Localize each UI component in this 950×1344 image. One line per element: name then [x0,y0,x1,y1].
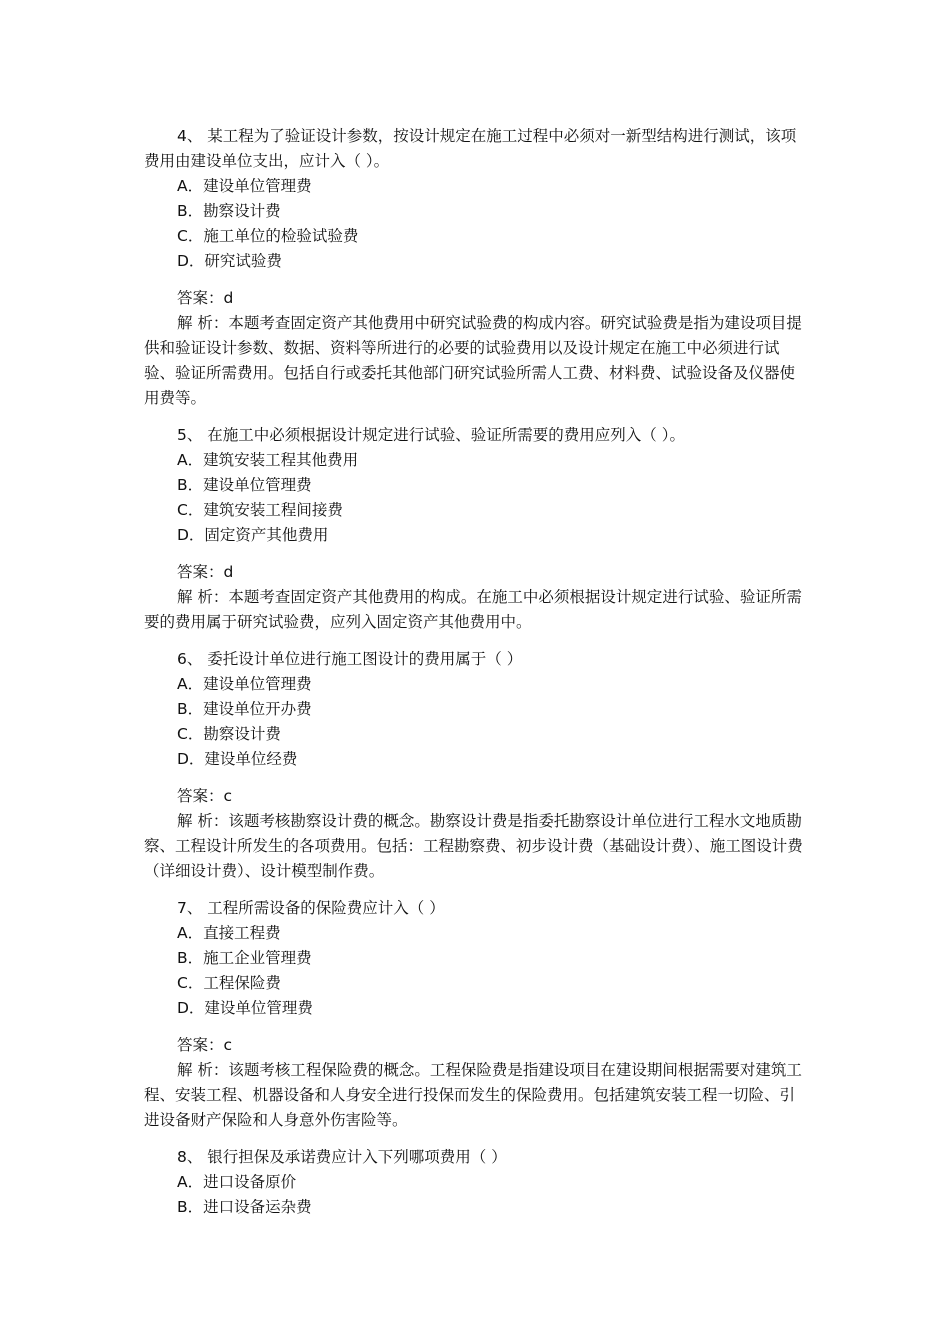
question-6 [144,647,808,884]
option-b: B．建设单位管理费 [177,476,312,494]
question-stem: 6、 委托设计单位进行施工图设计的费用属于（ ） [177,650,523,668]
answer: 答案：d [177,289,234,307]
analysis: 解 析：本题考查固定资产其他费用的构成。在施工中必须根据设计规定进行试验、验证所需要的费用属于研究试验费，应列入固定资产其他费用中。 [144,588,802,631]
answer: 答案：c [177,1036,233,1054]
option-a: A．建设单位管理费 [177,675,312,693]
analysis: 解 析：该题考核工程保险费的概念。工程保险费是指建设项目在建设期间根据需要对建筑工程、安装工程、机器设备和人身安全进行投保而发生的保险费用。包括建筑安装工程一切险、引进设备财产保险和人身意外伤害险等。 [144,1061,802,1129]
option-a: A．进口设备原价 [177,1173,297,1191]
option-c: C．工程保险费 [177,974,281,992]
option-a: A．建设单位管理费 [177,177,312,195]
option-b: B．进口设备运杂费 [177,1198,312,1216]
analysis: 解 析：该题考核勘察设计费的概念。勘察设计费是指委托勘察设计单位进行工程水文地质勘察、工程设计所发生的各项费用。包括：工程勘察费、初步设计费（基础设计费）、施工图设计费（详细设计费）、设计模型制作费。 [144,812,803,880]
question-4 [144,124,808,411]
analysis: 解 析：本题考查固定资产其他费用中研究试验费的构成内容。研究试验费是指为建设项目提供和验证设计参数、数据、资料等所进行的必要的试验费用以及设计规定在施工中必须进行试验、验证所需费用。包括自行或委托其他部门研究试验所需人工费、材料费、试验设备及仪器使用费等。 [144,314,802,407]
document-page [144,124,808,1232]
option-b: B．建设单位开办费 [177,700,312,718]
option-d: D．固定资产其他费用 [177,526,329,544]
answer: 答案：d [177,563,234,581]
question-8 [144,1145,808,1220]
option-b: B．勘察设计费 [177,202,281,220]
question-stem: 7、 工程所需设备的保险费应计入（ ） [177,899,445,917]
option-b: B．施工企业管理费 [177,949,312,967]
question-stem: 4、 某工程为了验证设计参数，按设计规定在施工过程中必须对一新型结构进行测试，该项费用由建设单位支出，应计入（ ）。 [144,127,797,170]
question-5 [144,423,808,635]
question-stem: 5、 在施工中必须根据设计规定进行试验、验证所需要的费用应列入（ ）。 [177,426,685,444]
option-c: C．勘察设计费 [177,725,281,743]
option-d: D．建设单位经费 [177,750,298,768]
option-d: D．研究试验费 [177,252,282,270]
option-d: D．建设单位管理费 [177,999,313,1017]
answer: 答案：c [177,787,233,805]
option-c: C．建筑安装工程间接费 [177,501,343,519]
option-c: C．施工单位的检验试验费 [177,227,359,245]
option-a: A．直接工程费 [177,924,281,942]
question-7 [144,896,808,1133]
question-stem: 8、 银行担保及承诺费应计入下列哪项费用（ ） [177,1148,507,1166]
option-a: A．建筑安装工程其他费用 [177,451,359,469]
